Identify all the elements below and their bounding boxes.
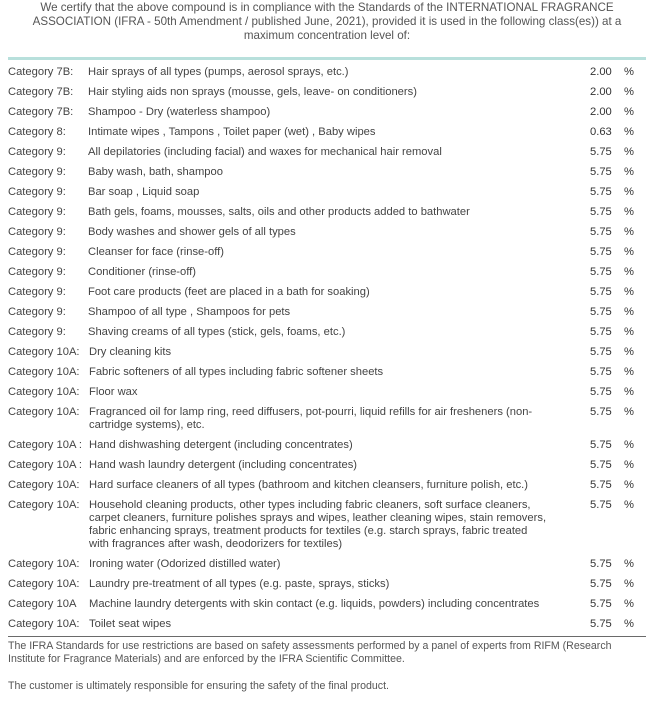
- table-row: [8, 63, 646, 83]
- category-description: Hand wash laundry detergent (including concentrates): [89, 459, 358, 471]
- category-code: Category 9:: [8, 246, 66, 258]
- percent-unit: %: [624, 479, 634, 491]
- max-concentration-value: 5.75: [590, 246, 612, 258]
- max-concentration-value: 2.00: [590, 66, 612, 78]
- table-row: [8, 83, 646, 103]
- category-code: Category 10A :: [8, 439, 83, 451]
- category-description: Machine laundry detergents with skin contact (e.g. liquids, powders) including concentrates: [89, 598, 540, 610]
- percent-unit: %: [624, 406, 634, 418]
- percent-unit: %: [624, 146, 634, 158]
- ifra-footnote: The IFRA Standards for use restrictions are based on safety assessments performed by a panel of experts from RIFM (Research Institute for Fragrance Materials) and are enforced by the IFRA Scientific Committee.: [8, 640, 612, 665]
- category-description: Hair sprays of all types (pumps, aerosol sprays, etc.): [88, 66, 349, 78]
- category-description: Shampoo - Dry (waterless shampoo): [88, 106, 271, 118]
- category-description: All depilatories (including facial) and waxes for mechanical hair removal: [88, 146, 442, 158]
- max-concentration-value: 5.75: [590, 499, 612, 511]
- percent-unit: %: [624, 186, 634, 198]
- max-concentration-value: 2.00: [590, 86, 612, 98]
- max-concentration-value: 5.75: [590, 286, 612, 298]
- category-table: [8, 63, 646, 635]
- table-row: [8, 243, 646, 263]
- category-code: Category 10A:: [8, 499, 80, 511]
- table-row: [8, 383, 646, 403]
- category-description: Conditioner (rinse-off): [88, 266, 196, 278]
- percent-unit: %: [624, 126, 634, 138]
- category-description: Toilet seat wipes: [89, 618, 172, 630]
- percent-unit: %: [624, 206, 634, 218]
- max-concentration-value: 5.75: [590, 439, 612, 451]
- category-description: Bath gels, foams, mousses, salts, oils and other products added to bathwater: [88, 206, 470, 218]
- max-concentration-value: 5.75: [590, 406, 612, 418]
- category-code: Category 10A:: [8, 366, 80, 378]
- category-code: Category 9:: [8, 146, 66, 158]
- max-concentration-value: 5.75: [590, 366, 612, 378]
- max-concentration-value: 5.75: [590, 266, 612, 278]
- category-code: Category 9:: [8, 306, 66, 318]
- category-description: Shampoo of all type , Shampoos for pets: [88, 306, 291, 318]
- table-row: [8, 476, 646, 496]
- table-row: [8, 595, 646, 615]
- max-concentration-value: 5.75: [590, 146, 612, 158]
- category-code: Category 10A :: [8, 459, 83, 471]
- percent-unit: %: [624, 246, 634, 258]
- percent-unit: %: [624, 346, 634, 358]
- category-code: Category 9:: [8, 326, 66, 338]
- max-concentration-value: 5.75: [590, 226, 612, 238]
- category-code: Category 9:: [8, 266, 66, 278]
- table-row: [8, 143, 646, 163]
- max-concentration-value: 5.75: [590, 206, 612, 218]
- compliance-statement: We certify that the above compound is in compliance with the Standards of the INTERNATIONAL FRAGRANCE ASSOCIATION (IFRA - 50th Amendment / published June, 2021), provided it is used in the following class(es)) at a maximum concentration level of:: [32, 1, 622, 42]
- table-bottom-divider: [8, 636, 646, 637]
- percent-unit: %: [624, 166, 634, 178]
- category-description: Fabric softeners of all types including fabric softener sheets: [89, 366, 384, 378]
- category-code: Category 10A:: [8, 406, 80, 418]
- table-row: [8, 615, 646, 635]
- category-code: Category 10A:: [8, 618, 80, 630]
- percent-unit: %: [624, 459, 634, 471]
- max-concentration-value: 5.75: [590, 598, 612, 610]
- max-concentration-value: 5.75: [590, 618, 612, 630]
- max-concentration-value: 2.00: [590, 106, 612, 118]
- max-concentration-value: 5.75: [590, 186, 612, 198]
- category-code: Category 9:: [8, 206, 66, 218]
- category-code: Category 10A:: [8, 558, 80, 570]
- percent-unit: %: [624, 286, 634, 298]
- percent-unit: %: [624, 386, 634, 398]
- percent-unit: %: [624, 326, 634, 338]
- category-description: Fragranced oil for lamp ring, reed diffusers, pot-pourri, liquid refills for air fresheners (non-cartridge systems), etc.: [89, 406, 533, 431]
- table-row: [8, 163, 646, 183]
- max-concentration-value: 0.63: [590, 126, 612, 138]
- category-description: Hard surface cleaners of all types (bathroom and kitchen cleansers, furniture polish, etc.): [89, 479, 529, 491]
- customer-responsibility-note: The customer is ultimately responsible for ensuring the safety of the final product.: [8, 680, 389, 692]
- table-row: [8, 343, 646, 363]
- category-code: Category 10A:: [8, 346, 80, 358]
- category-description: Intimate wipes , Tampons , Toilet paper (wet) , Baby wipes: [88, 126, 376, 138]
- category-description: Bar soap , Liquid soap: [88, 186, 200, 198]
- table-row: [8, 403, 646, 436]
- percent-unit: %: [624, 558, 634, 570]
- percent-unit: %: [624, 66, 634, 78]
- category-code: Category 9:: [8, 226, 66, 238]
- header-divider: [8, 57, 646, 60]
- category-description: Floor wax: [89, 386, 138, 398]
- category-description: Dry cleaning kits: [89, 346, 172, 358]
- table-row: [8, 123, 646, 143]
- percent-unit: %: [624, 106, 634, 118]
- category-description: Body washes and shower gels of all types: [88, 226, 296, 238]
- max-concentration-value: 5.75: [590, 166, 612, 178]
- category-description: Laundry pre-treatment of all types (e.g. paste, sprays, sticks): [89, 578, 390, 590]
- category-description: Household cleaning products, other types including fabric cleaners, soft surface cleaners, carpet cleaners, furniture polishes sprays and wipes, leather cleaning wipes, stain removers, fabric enhancing sprays, treatment products for textiles (e.g. starch sprays, fabric treated with fragrances after wash, deodorizers for textiles): [89, 499, 547, 550]
- category-code: Category 7B:: [8, 86, 74, 98]
- percent-unit: %: [624, 366, 634, 378]
- table-row: [8, 456, 646, 476]
- category-description: Cleanser for face (rinse-off): [88, 246, 224, 258]
- percent-unit: %: [624, 618, 634, 630]
- table-row: [8, 496, 646, 555]
- category-code: Category 8:: [8, 126, 66, 138]
- table-row: [8, 103, 646, 123]
- max-concentration-value: 5.75: [590, 479, 612, 491]
- category-description: Shaving creams of all types (stick, gels, foams, etc.): [88, 326, 346, 338]
- category-code: Category 10A:: [8, 386, 80, 398]
- max-concentration-value: 5.75: [590, 558, 612, 570]
- percent-unit: %: [624, 598, 634, 610]
- percent-unit: %: [624, 266, 634, 278]
- max-concentration-value: 5.75: [590, 386, 612, 398]
- category-code: Category 10A:: [8, 578, 80, 590]
- percent-unit: %: [624, 306, 634, 318]
- category-code: Category 10A:: [8, 479, 80, 491]
- percent-unit: %: [624, 578, 634, 590]
- category-description: Baby wash, bath, shampoo: [88, 166, 223, 178]
- category-description: Hand dishwashing detergent (including concentrates): [89, 439, 353, 451]
- percent-unit: %: [624, 86, 634, 98]
- max-concentration-value: 5.75: [590, 326, 612, 338]
- table-row: [8, 303, 646, 323]
- table-row: [8, 575, 646, 595]
- table-row: [8, 263, 646, 283]
- category-code: Category 9:: [8, 186, 66, 198]
- table-row: [8, 283, 646, 303]
- category-code: Category 7B:: [8, 66, 74, 78]
- category-description: Foot care products (feet are placed in a bath for soaking): [88, 286, 370, 298]
- percent-unit: %: [624, 439, 634, 451]
- category-code: Category 9:: [8, 166, 66, 178]
- max-concentration-value: 5.75: [590, 459, 612, 471]
- max-concentration-value: 5.75: [590, 306, 612, 318]
- table-row: [8, 203, 646, 223]
- table-row: [8, 183, 646, 203]
- category-description: Ironing water (Odorized distilled water): [89, 558, 281, 570]
- table-row: [8, 223, 646, 243]
- percent-unit: %: [624, 499, 634, 511]
- max-concentration-value: 5.75: [590, 346, 612, 358]
- category-code: Category 9:: [8, 286, 66, 298]
- max-concentration-value: 5.75: [590, 578, 612, 590]
- percent-unit: %: [624, 226, 634, 238]
- table-row: [8, 363, 646, 383]
- category-code: Category 7B:: [8, 106, 74, 118]
- table-row: [8, 436, 646, 456]
- category-code: Category 10A: [8, 598, 77, 610]
- category-description: Hair styling aids non sprays (mousse, gels, leave- on conditioners): [88, 86, 417, 98]
- table-row: [8, 323, 646, 343]
- table-row: [8, 555, 646, 575]
